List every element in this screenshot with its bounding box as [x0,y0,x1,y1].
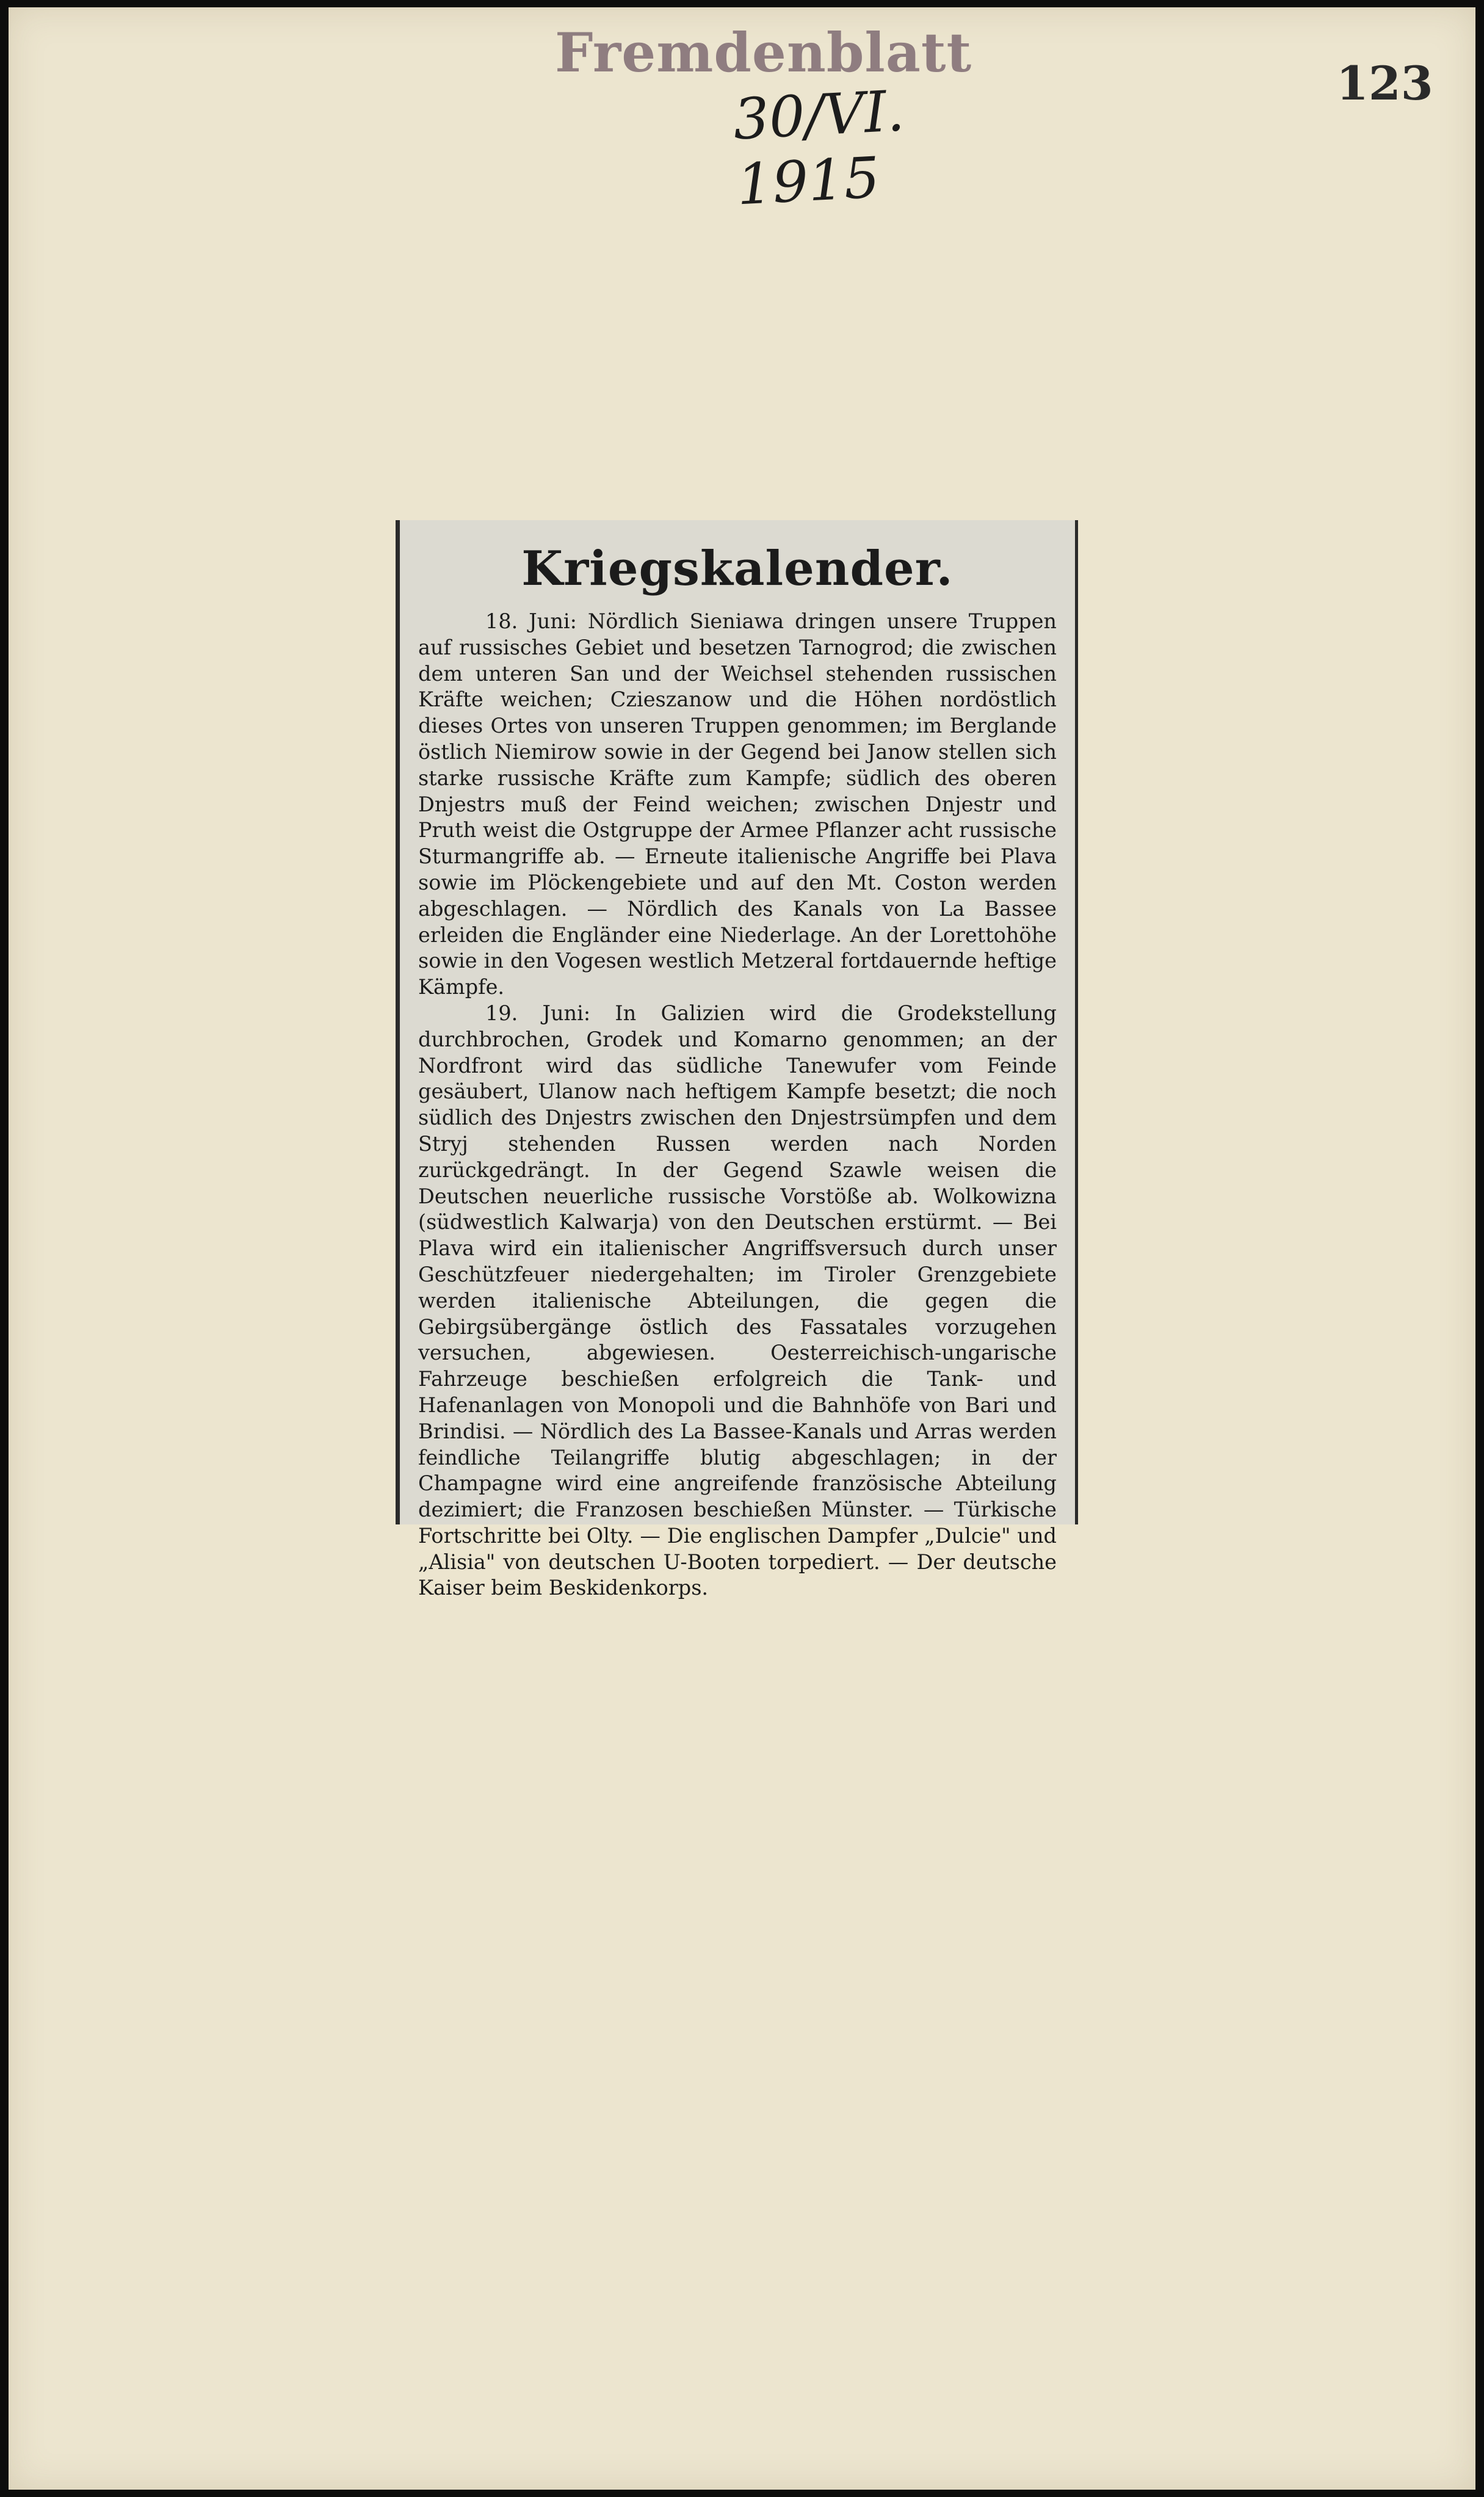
newspaper-clipping [396,520,1078,1600]
handwritten-date: 30/VI. 1915 [731,78,907,218]
clipping-paragraph-june-19: 19. Juni: In Galizien wird die Grodekstellung durchbrochen, Grodek und Komarno genommen; an der Nordfront wird das südliche Tanewufer vom Feinde gesäubert, Ulanow nach heftigem Kampfe besetzt; die noch südlich des Dnjestrs zwischen den Dnjestrsümpfen und dem Stryj stehenden Russen werden nach Norden zurückgedrängt. In der Gegend Szawle weisen die Deutschen neuerliche russische Vorstöße ab. Wolkowizna (südwestlich Kalwarja) von den Deutschen erstürmt. — Bei Plava wird ein italienischer Angriffsversuch durch unser Geschützfeuer niedergehalten; im Tiroler Grenzgebiete werden italienische Abteilungen, die gegen die Gebirgsübergänge östlich des Fassatales vorzugehen versuchen, abgewiesen. Oesterreichisch-ungarische Fahrzeuge beschießen erfolgreich die Tank- und Hafenanlagen von Monopoli und die Bahnhöfe von Bari und Brindisi. — Nördlich des La Bassee-Kanals und Arras werden feindliche Teilangriffe blutig abgeschlagen; in der Champagne wird eine angreifende französische Abteilung dezimiert; die Franzosen beschießen Münster. — Türkische Fortschritte bei Olty. — Die englischen Dampfer „Dulcie" und „Alisia" von deutschen U-Booten torpediert. — Der deutsche Kaiser beim Beskidenkorps. [418,1001,1057,1600]
clipping-paragraph-june-18: 18. Juni: Nördlich Sieniawa dringen unsere Truppen auf russisches Gebiet und besetzen Tarnogrod; die zwischen dem unteren San und der Weichsel stehenden russischen Kräfte weichen; Czieszanow und die Höhen nordöstlich dieses Ortes von unseren Truppen genommen; im Berglande östlich Niemirow sowie in der Gegend bei Janow stellen sich starke russische Kräfte zum Kampfe; südlich des oberen Dnjestrs muß der Feind weichen; zwischen Dnjestr und Pruth weist die Ostgruppe der Armee Pflanzer acht russische Sturmangriffe ab. — Erneute italienische Angriffe bei Plava sowie im Plöckengebiete und auf den Mt. Coston werden abgeschlagen. — Nördlich des Kanals von La Bassee erleiden die Engländer eine Niederlage. An der Lorettohöhe sowie in den Vogesen westlich Metzeral fortdauernde heftige Kämpfe. [418,609,1057,999]
newspaper-stamp: Fremdenblatt [555,21,972,84]
page-number: 123 [1336,56,1433,111]
clipping-heading: Kriegskalender. [521,541,954,596]
